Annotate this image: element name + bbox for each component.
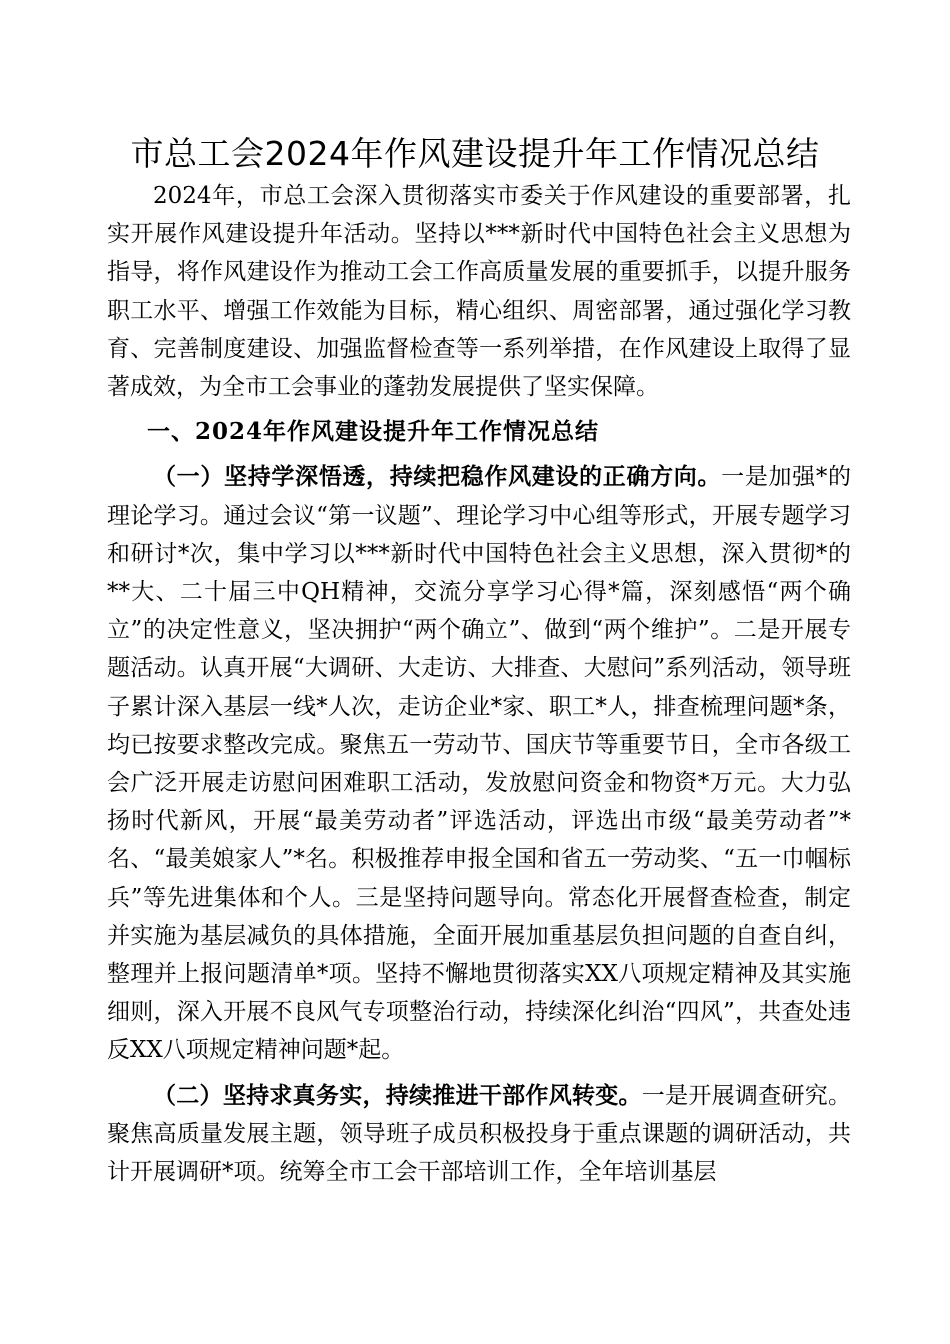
section-item-1-text: 一是加强*的理论学习。通过会议“第一议题”、理论学习中心组等形式，开展专题学习和研讨*次，集中学习以***新时代中国特色社会主义思想，深入贯彻*的**大、二十届三中QH精神，交流分享学习心得*篇，深刻感悟“两个确立”的决定性意义，坚决拥护“两个确立”、做到“两个维护”。二是开展专题活动。认真开展“大调研、大走访、大排查、大慰问”系列活动，领导班子累计深入基层一线*人次，走访企业*家、职工*人，排查梳理问题*条，均已按要求整改完成。聚焦五一劳动节、国庆节等重要节日，全市各级工会广泛开展走访慰问困难职工活动，发放慰问资金和物资*万元。大力弘扬时代新风，开展“最美劳动者”评选活动，评选出市级“最美劳动者”*名、“最美娘家人”*名。积极推荐申报全国和省五一劳动奖、“五一巾帼标兵”等先进集体和个人。三是坚持问题导向。常态化开展督查检查，制定并实施为基层减负的具体措施，全面开展加重基层负担问题的自查自纠，整理并上报问题清单*项。坚持不懈地贯彻落实XX八项规定精神及其实施细则，深入开展不良风气专项整治行动，持续深化纠治“四风”，共查处违反XX八项规定精神问题*起。 — [107, 464, 852, 1064]
section-item-1-lead: （一）坚持学深悟透，持续把稳作风建设的正确方向。 — [153, 463, 722, 491]
document-body — [107, 177, 851, 1198]
section-item-2-text: 一是开展调查研究。聚焦高质量发展主题，领导班子成员积极投身于重点课题的调研活动，共计开展调研*项。统筹全市工会干部培训工作，全年培训基层 — [107, 1082, 852, 1186]
section-heading: 一、2024年作风建设提升年工作情况总结 — [147, 418, 600, 446]
document-title: 市总工会2024年作风建设提升年工作情况总结 — [130, 134, 820, 173]
section-item-2 — [107, 1077, 851, 1192]
intro-paragraph: 2024年，市总工会深入贯彻落实市委关于作风建设的重要部署，扎实开展作风建设提升年活动。坚持以***新时代中国特色社会主义思想为指导，将作风建设作为推动工会工作高质量发展的重要抓手，以提升服务职工水平、增强工作效能为目标，精心组织、周密部署，通过强化学习教育、完善制度建设、加强监督检查等一系列举措，在作风建设上取得了显著成效，为全市工会事业的蓬勃发展提供了坚实保障。 — [107, 183, 851, 401]
section-item-2-lead: （二）坚持求真务实，持续推进干部作风转变。 — [153, 1081, 642, 1109]
section-item-1 — [107, 458, 851, 1069]
